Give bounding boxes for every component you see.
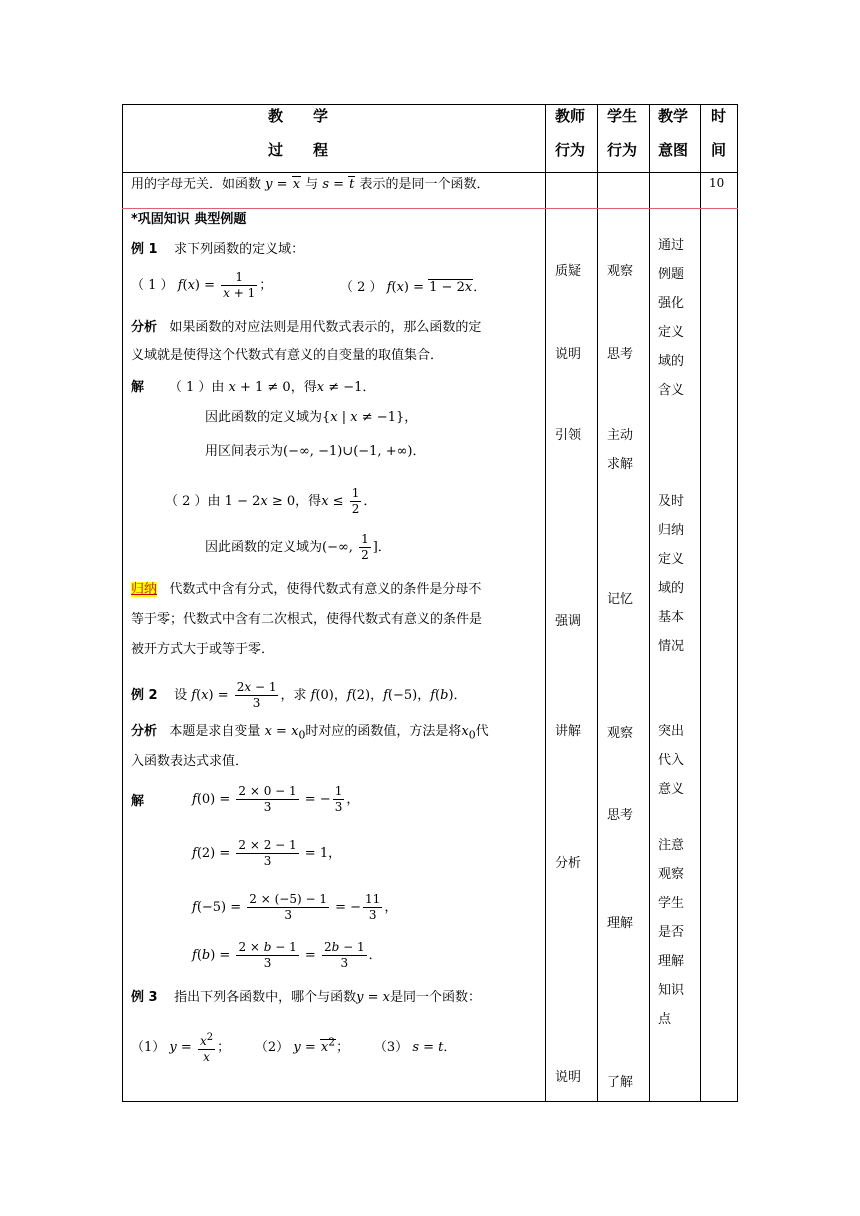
student-action: 求解 (607, 457, 634, 472)
column-divider (649, 104, 650, 1102)
row-divider (122, 208, 738, 209)
header-teaching: 教 学 (268, 107, 329, 125)
column-divider (700, 104, 701, 1102)
time-value: 10 (709, 176, 725, 190)
solution-2-label: 解 (131, 794, 145, 809)
example-1: 例 1 求下列函数的定义域： (131, 242, 305, 257)
column-divider (545, 104, 546, 1102)
column-divider (597, 104, 598, 1102)
example-2: 例 2 设 f(x) = $\frac{2x - 1}{3}$ ，求 f(0)，f(2)，f(−5)，f(b)． (131, 680, 467, 710)
header-student: 学生 (607, 107, 638, 125)
intent-text: 例题 (658, 267, 685, 282)
student-action: 理解 (607, 916, 634, 931)
analysis-2-line2: 入函数表达式求值． (131, 754, 249, 769)
teacher-action: 说明 (555, 347, 582, 362)
analysis-1: 分析 如果函数的对应法则是用代数式表示的，那么函数的定 (131, 320, 482, 335)
analysis-1-line2: 义域就是使得这个代数式有意义的自变量的取值集合． (131, 348, 444, 363)
header-teacher-action: 行为 (555, 141, 586, 159)
teacher-action: 分析 (555, 856, 582, 871)
solution-1-interval: 用区间表示为(−∞, −1)∪(−1, +∞)． (205, 444, 426, 459)
intent-text: 点 (658, 1012, 672, 1027)
intent-text: 定义 (658, 552, 685, 567)
student-action: 记忆 (607, 592, 634, 607)
intent-text: 理解 (658, 954, 685, 969)
header-process: 过 程 (268, 141, 329, 159)
intent-text: 是否 (658, 925, 685, 940)
intent-text: 及时 (658, 494, 685, 509)
intent-text: 强化 (658, 296, 685, 311)
header-time-2: 间 (711, 141, 727, 159)
student-action: 思考 (607, 808, 634, 823)
intent-text: 域的 (658, 354, 685, 369)
student-action: 主动 (607, 428, 634, 443)
teacher-action: 质疑 (555, 264, 582, 279)
solution-2-domain: 因此函数的定义域为(−∞, $\frac{1}{2}$ ]． (205, 532, 391, 562)
section-title: *巩固知识 典型例题 (131, 212, 247, 227)
teacher-action: 讲解 (555, 724, 582, 739)
solution-1-domain: 因此函数的定义域为{x | x ≠ −1}， (205, 410, 418, 425)
intent-text: 通过 (658, 238, 685, 253)
intent-text: 突出 (658, 724, 685, 739)
intent-text: 注意 (658, 838, 685, 853)
intent-text: 意义 (658, 782, 685, 797)
intent-text: 基本 (658, 610, 685, 625)
solution-2: （ 2 ）由 1 − 2x ≥ 0，得x ≤ $\frac{1}{2}$ ． (165, 486, 377, 516)
intent-text: 情况 (658, 639, 685, 654)
example-3: 例 3 指出下列各函数中，哪个与函数y = x是同一个函数： (131, 990, 482, 1005)
header-student-action: 行为 (607, 141, 638, 159)
intent-text: 域的 (658, 581, 685, 596)
student-action: 思考 (607, 347, 634, 362)
teacher-action: 说明 (555, 1070, 582, 1085)
eval-fb: f(b) = $\frac{2 \times b - 1}{3}$ = $\frac{2b - 1}{3}$ ． (192, 940, 382, 970)
intent-text: 含义 (658, 383, 685, 398)
row-divider (122, 172, 738, 173)
eval-f-5: f(−5) = $\frac{2 \times (-5) - 1}{3}$ = − $\frac{11}{3}$ ， (192, 892, 398, 922)
header-intent-2: 意图 (658, 141, 689, 159)
student-action: 观察 (607, 726, 634, 741)
teacher-action: 引领 (555, 428, 582, 443)
header-teacher: 教师 (555, 107, 586, 125)
student-action: 了解 (607, 1075, 634, 1090)
example-1-items: （ 1 ） f(x) = $\frac{1}{x + 1}$ ； (131, 270, 273, 300)
example-3-items: （1） y = $\frac{x^2}{x}$ ； （2） $y = x^2$； （3） s = t． (131, 1032, 457, 1064)
intent-text: 代入 (658, 753, 685, 768)
summary: 归纳 代数式中含有分式，使得代数式有意义的条件是分母不 (131, 582, 482, 597)
student-action: 观察 (607, 264, 634, 279)
summary-line3: 被开方式大于或等于零． (131, 642, 275, 657)
eval-f0: f(0) = $\frac{2 \times 0 - 1}{3}$ = − $\frac{1}{3}$ ， (192, 784, 360, 814)
solution-1: 解 （ 1 ）由 x + 1 ≠ 0，得x ≠ −1． (131, 380, 376, 395)
intent-text: 归纳 (658, 523, 685, 538)
intent-text: 观察 (658, 867, 685, 882)
summary-line2: 等于零；代数式中含有二次根式，使得代数式有意义的条件是 (131, 612, 483, 627)
example-1-item-2: （ 2 ） f(x) = 1 − 2x． (340, 280, 487, 295)
row1-text: 用的字母无关．如函数 y = x 与 s = t 表示的是同一个函数． (131, 177, 490, 192)
header-intent: 教学 (658, 107, 689, 125)
intent-text: 学生 (658, 896, 685, 911)
header-time: 时 (711, 107, 727, 125)
intent-text: 定义 (658, 325, 685, 340)
teacher-action: 强调 (555, 614, 582, 629)
intent-text: 知识 (658, 983, 685, 998)
eval-f2: f(2) = $\frac{2 \times 2 - 1}{3}$ = 1， (192, 838, 342, 868)
analysis-2: 分析 本题是求自变量 $x = x_0$时对应的函数值，方法是将$x_0$代 (131, 724, 489, 742)
